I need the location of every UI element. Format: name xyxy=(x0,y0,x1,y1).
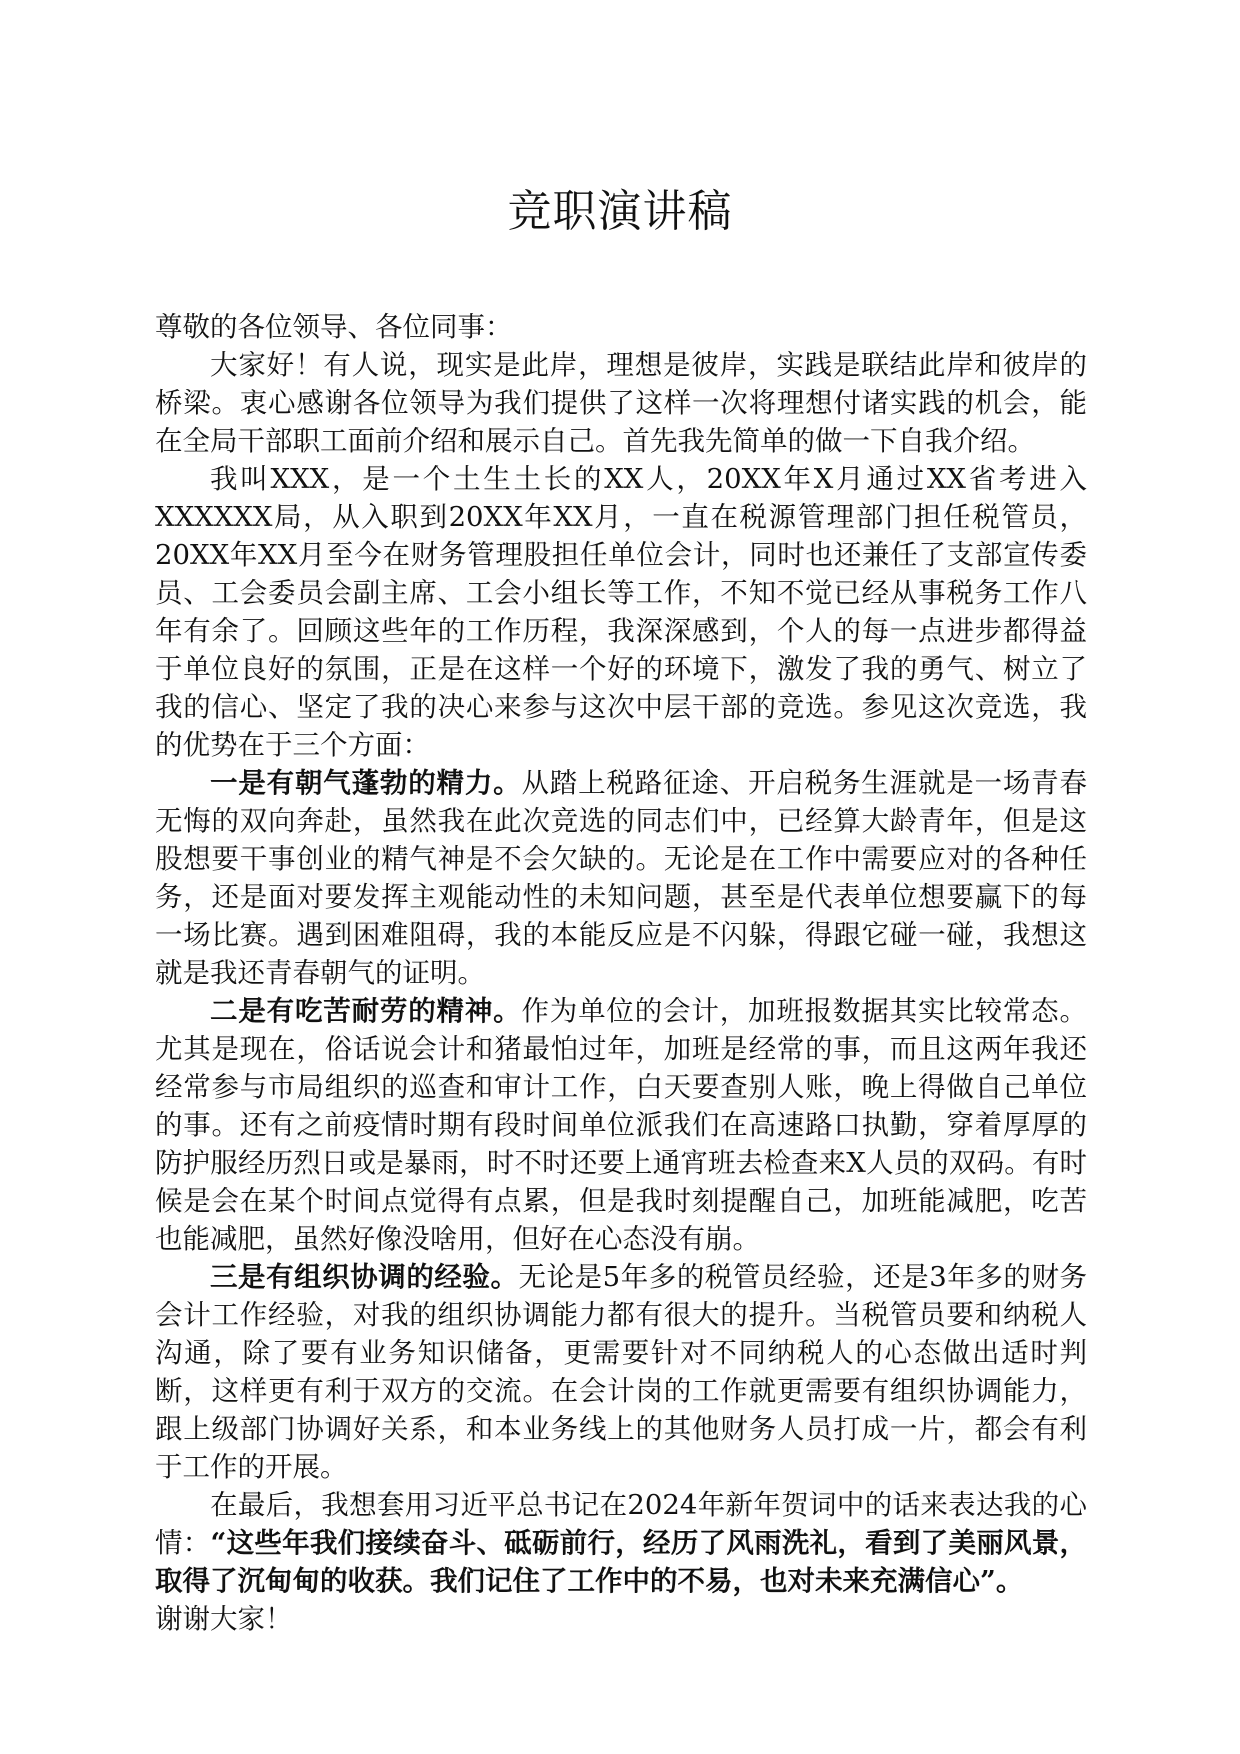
point-text-3: 无论是5年多的税管员经验，还是3年多的财务会计工作经验，对我的组织协调能力都有很大的提升。当税管员要和纳税人沟通，除了要有业务知识储备，更需要针对不同纳税人的心态做出适时判断，这样更有利于双方的交流。在会计岗的工作就更需要有组织协调能力，跟上级部门协调好关系，和本业务线上的其他财务人员打成一片，都会有利于工作的开展。 xyxy=(155,1261,1087,1483)
document-title: 竞职演讲稿 xyxy=(507,186,733,237)
thanks-line: 谢谢大家！ xyxy=(155,1603,293,1635)
closing-quote: “这些年我们接续奋斗、砥砺前行，经历了风雨洗礼，看到了美丽风景，取得了沉甸甸的收获。我们记住了工作中的不易，也对未来充满信心”。 xyxy=(155,1527,1087,1597)
point-paragraph-3 xyxy=(155,1258,1087,1486)
point-paragraph-2 xyxy=(155,992,1087,1258)
closing-paragraph xyxy=(155,1486,1087,1600)
self-intro-paragraph: 我叫XXX，是一个土生土长的XX人，20XX年X月通过XX省考进入XXXXXX局，从入职到20XX年XX月，一直在税源管理部门担任税管员，20XX年XX月至今在财务管理股担任单位会计，同时也还兼任了支部宣传委员、工会委员会副主席、工会小组长等工作，不知不觉已经从事税务工作八年有余了。回顾这些年的工作历程，我深深感到，个人的每一点进步都得益于单位良好的氛围，正是在这样一个好的环境下，激发了我的勇气、树立了我的信心、坚定了我的决心来参与这次中层干部的竞选。参见这次竞选，我的优势在于三个方面： xyxy=(155,463,1087,761)
point-heading-2: 二是有吃苦耐劳的精神。 xyxy=(210,995,522,1027)
point-heading-3: 三是有组织协调的经验。 xyxy=(210,1261,519,1293)
document-body xyxy=(155,308,1087,1638)
point-heading-1: 一是有朝气蓬勃的精力。 xyxy=(210,767,522,799)
closing-lead: 在最后，我想套用习近平总书记在2024年新年贺词中的话来表达我的心情： xyxy=(155,1489,1087,1559)
point-paragraph-1 xyxy=(155,764,1087,992)
intro-paragraph: 大家好！有人说，现实是此岸，理想是彼岸，实践是联结此岸和彼岸的桥梁。衷心感谢各位领导为我们提供了这样一次将理想付诸实践的机会，能在全局干部职工面前介绍和展示自己。首先我先简单的做一下自我介绍。 xyxy=(155,349,1087,457)
point-text-1: 从踏上税路征途、开启税务生涯就是一场青春无悔的双向奔赴，虽然我在此次竞选的同志们中，已经算大龄青年，但是这股想要干事创业的精气神是不会欠缺的。无论是在工作中需要应对的各种任务，还是面对要发挥主观能动性的未知问题，甚至是代表单位想要赢下的每一场比赛。遇到困难阻碍，我的本能反应是不闪躲，得跟它碰一碰，我想这就是我还青春朝气的证明。 xyxy=(155,767,1087,989)
salutation: 尊敬的各位领导、各位同事： xyxy=(155,311,513,343)
point-text-2: 作为单位的会计，加班报数据其实比较常态。尤其是现在，俗话说会计和猪最怕过年，加班是经常的事，而且这两年我还经常参与市局组织的巡查和审计工作，白天要查别人账，晚上得做自己单位的事。还有之前疫情时期有段时间单位派我们在高速路口执勤，穿着厚厚的防护服经历烈日或是暴雨，时不时还要上通宵班去检查来X人员的双码。有时候是会在某个时间点觉得有点累，但是我时刻提醒自己，加班能减肥，吃苦也能减肥，虽然好像没啥用，但好在心态没有崩。 xyxy=(155,995,1087,1255)
